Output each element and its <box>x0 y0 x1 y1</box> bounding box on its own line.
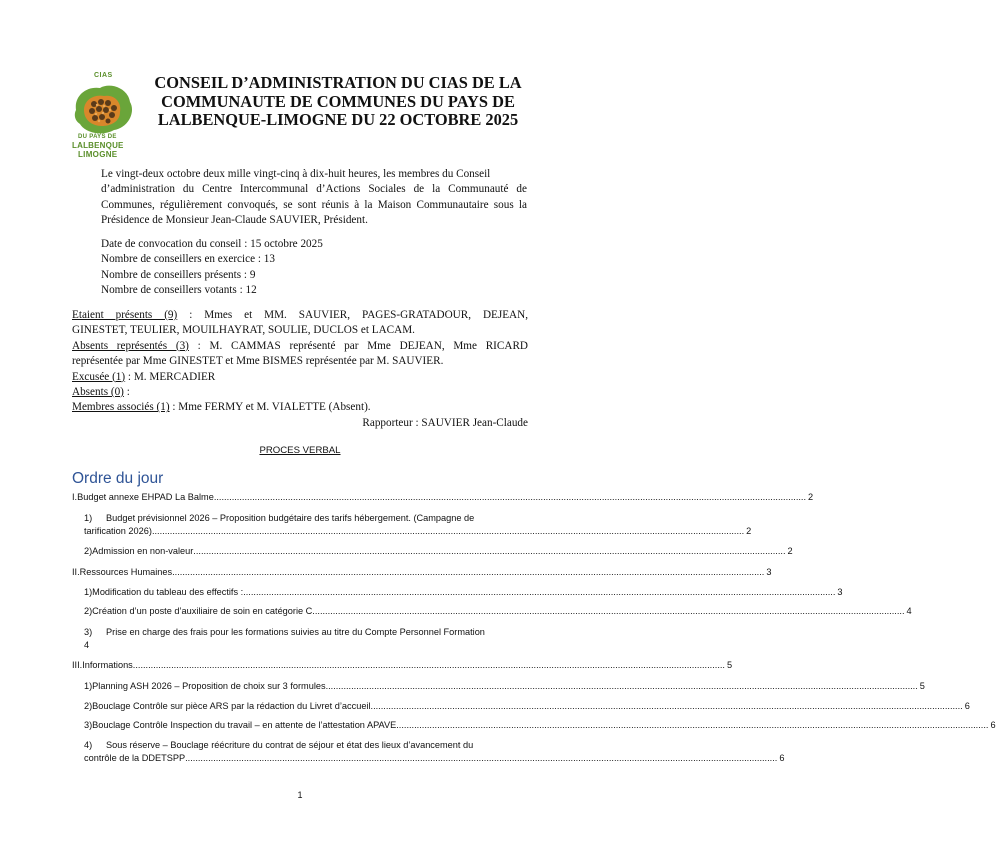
associates-label: Membres associés (1) <box>72 401 170 414</box>
councillors-voting: Nombre de conseillers votants : 12 <box>101 284 257 297</box>
represented-label: Absents représentés (3) <box>72 339 189 352</box>
toc-leader <box>152 525 744 538</box>
intro-text: Le vingt-deux octobre deux mille vingt-cinq à dix-huit heures, les membres du Conseil <box>101 168 491 180</box>
logo-line3: LIMOGNE <box>78 150 118 159</box>
toc-number: I. <box>72 492 78 502</box>
toc-leader <box>133 659 725 672</box>
title-line: LALBENQUE-LIMOGNE DU 22 OCTOBRE 2025 <box>157 110 519 129</box>
toc-leader <box>312 605 904 618</box>
intro-paragraph <box>101 167 527 229</box>
intro-line-2: d’administration du Centre Intercommunal d’Actions Sociales de la Communauté de <box>101 183 527 196</box>
attendance-section <box>72 308 528 431</box>
toc-entry[interactable] <box>84 512 752 538</box>
toc-entry[interactable] <box>84 739 785 765</box>
toc-page: 5 <box>919 681 925 691</box>
toc-leader <box>326 680 918 693</box>
presents-label: Etaient présents (9) <box>72 309 178 321</box>
toc-number: 1) <box>84 513 93 523</box>
toc-page: 3 <box>766 567 772 577</box>
toc-label: Création d’un poste d’auxiliaire de soin en catégorie C <box>92 606 313 616</box>
toc-number: III. <box>72 660 83 670</box>
rapporteur: Rapporteur : SAUVIER Jean-Claude <box>362 416 528 429</box>
toc-leader <box>185 752 777 765</box>
toc-label: Sous réserve – Bouclage réécriture du contrat de séjour et état des lieux d’avancement du <box>106 740 474 750</box>
toc-entry[interactable] <box>72 491 814 504</box>
toc-number: 4) <box>84 740 93 750</box>
toc-entry[interactable] <box>84 700 970 713</box>
presents-line-2: GINESTET, TEULIER, MOUILHAYRAT, SOULIE, DUCLOS et LACAM. <box>72 324 415 337</box>
absent-line <box>72 385 528 400</box>
toc-leader <box>214 491 806 504</box>
toc-entry[interactable] <box>84 545 793 558</box>
toc-label: Bouclage Contrôle Inspection du travail – en attente de l’attestation APAVE <box>92 720 397 730</box>
toc-page: 4 <box>84 640 90 650</box>
toc-leader <box>243 586 835 599</box>
toc-entry[interactable] <box>84 719 996 732</box>
toc-label: Admission en non-valeur <box>92 546 194 556</box>
absent-label: Absents (0) <box>72 386 124 399</box>
presents-line <box>72 308 528 323</box>
presents-text: : Mmes et MM. SAUVIER, PAGES-GRATADOUR, DEJEAN, <box>189 309 529 321</box>
excused-line <box>72 370 528 385</box>
toc-number: II. <box>72 567 80 577</box>
intro-line-1 <box>101 167 527 182</box>
associates-text: : Mme FERMY et M. VIALETTE (Absent). <box>172 401 371 414</box>
represented-line <box>72 339 528 354</box>
toc-entry[interactable] <box>72 566 772 579</box>
toc-page: 6 <box>990 720 996 730</box>
toc-entry[interactable] <box>72 659 733 672</box>
toc-leader <box>396 719 988 732</box>
page-number: 1 <box>297 790 303 800</box>
toc-leader <box>371 700 963 713</box>
toc-label-cont: contrôle de la DDETSPP <box>84 753 186 763</box>
intro-line-3: Communes, régulièrement convoqués, se sont réunis à la Maison Communautaire sous la <box>101 198 527 211</box>
excused-text: : M. MERCADIER <box>127 370 216 383</box>
document-title <box>148 74 528 130</box>
logo-emblem-icon <box>70 80 138 138</box>
title-line: CONSEIL D’ADMINISTRATION DU CIAS DE LA <box>154 73 522 92</box>
toc-number: 2) <box>84 701 93 711</box>
toc-page: 3 <box>837 587 843 597</box>
toc-page: 2 <box>808 492 814 502</box>
toc-page: 6 <box>964 701 970 711</box>
toc-label: Prise en charge des frais pour les formations suivies au titre du Compte Personnel Formation <box>106 627 485 637</box>
toc-label: Budget prévisionnel 2026 – Proposition budgétaire des tarifs hébergement. (Campagne de <box>106 513 475 523</box>
toc-entry[interactable] <box>84 680 925 693</box>
toc-leader <box>193 545 785 558</box>
logo-line1: DU PAYS DE <box>78 134 117 140</box>
represented-line-2: représentée par Mme GINESTET et Mme BISMES représentée par M. SAUVIER. <box>72 355 444 368</box>
councillors-in-office: Nombre de conseillers en exercice : 13 <box>101 253 275 266</box>
absent-text: : <box>126 386 130 399</box>
meeting-stats <box>101 237 323 299</box>
toc-label-cont: tarification 2026) <box>84 526 152 536</box>
toc-page: 5 <box>726 660 733 670</box>
represented-text: : M. CAMMAS représenté par Mme DEJEAN, Mme RICARD <box>197 339 528 352</box>
associates-line <box>72 400 528 415</box>
toc-label: Planning ASH 2026 – Proposition de choix sur 3 formules <box>92 681 326 691</box>
toc-number: 3) <box>84 720 93 730</box>
ordre-du-jour-heading: Ordre du jour <box>72 470 164 487</box>
toc-number: 2) <box>84 606 93 616</box>
toc-label: Ressources Humaines <box>79 567 173 577</box>
councillors-present: Nombre de conseillers présents : 9 <box>101 268 256 281</box>
toc-label: Budget annexe EHPAD La Balme <box>77 492 214 502</box>
toc-label: Bouclage Contrôle sur pièce ARS par la rédaction du Livret d’accueil <box>92 701 371 711</box>
toc-page: 4 <box>906 606 912 616</box>
toc-entry[interactable] <box>84 605 912 618</box>
logo-line2: LALBENQUE <box>72 141 124 150</box>
logo-cias-text: CIAS <box>94 72 113 79</box>
toc-page: 6 <box>779 753 785 763</box>
toc-entry[interactable] <box>84 626 528 652</box>
title-line: COMMUNAUTE DE COMMUNES DU PAYS DE <box>161 91 515 111</box>
proces-verbal-heading: PROCES VERBAL <box>259 445 341 456</box>
toc-label: Informations <box>82 660 133 670</box>
toc-number: 3) <box>84 627 93 637</box>
toc-number: 2) <box>84 546 93 556</box>
toc-page: 2 <box>746 526 752 536</box>
toc-leader <box>172 566 764 579</box>
toc-label: Modification du tableau des effectifs : <box>92 587 244 597</box>
cias-logo <box>70 72 138 162</box>
intro-line-4: Présidence de Monsieur Jean-Claude SAUVIER, Président. <box>101 214 368 227</box>
toc-entry[interactable] <box>84 586 843 599</box>
excused-label: Excusée (1) <box>72 370 126 383</box>
convocation-date: Date de convocation du conseil : 15 octobre 2025 <box>101 238 323 250</box>
toc-number: 1) <box>84 587 93 597</box>
toc-page: 2 <box>787 546 793 556</box>
toc-number: 1) <box>84 681 93 691</box>
